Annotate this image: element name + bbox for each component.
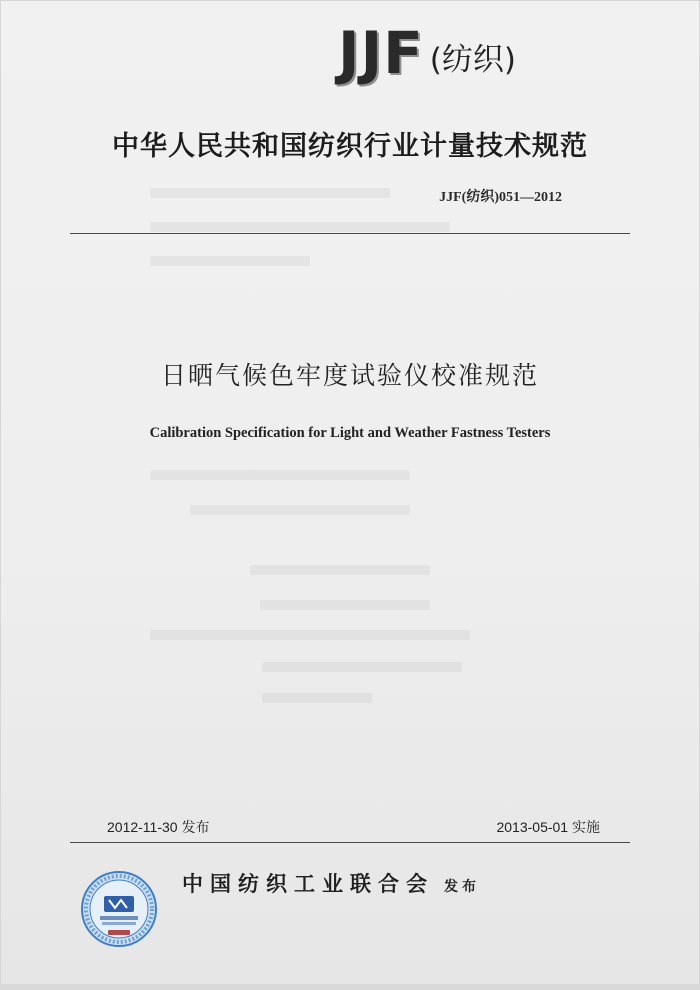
bleed-through-mark: [150, 470, 410, 480]
standard-code: JJF(纺织)051—2012: [439, 190, 562, 205]
bleed-through-mark: [150, 630, 470, 640]
document-title-en: Calibration Specification for Light and Weather Fastness Testers: [149, 425, 551, 441]
bleed-through-mark: [150, 222, 450, 232]
jjf-logo-sub: (纺织): [429, 41, 516, 78]
anti-counterfeit-seal-icon: [80, 870, 158, 948]
issue-date: 2012-11-30 发布: [107, 819, 210, 835]
document-title-zh: 日晒气候色牢度试验仪校准规范: [160, 361, 539, 390]
header-title: 中华人民共和国纺织行业计量技术规范: [112, 131, 588, 162]
header-divider: [70, 233, 630, 234]
bleed-through-mark: [190, 505, 410, 515]
jjf-logo-text: JJF: [338, 19, 424, 87]
standard-logo: [338, 19, 516, 87]
bleed-through-mark: [260, 600, 430, 610]
page-edge: [0, 984, 700, 990]
effective-date: 2013-05-01 实施: [496, 819, 600, 835]
bleed-through-mark: [250, 565, 430, 575]
issuer-action: 发布: [444, 879, 480, 895]
bleed-through-mark: [150, 256, 310, 266]
footer-divider: [70, 842, 630, 843]
bleed-through-mark: [262, 662, 462, 672]
bleed-through-mark: [150, 188, 390, 198]
issuer-block: [182, 868, 480, 898]
bleed-through-mark: [262, 693, 372, 703]
issuer-name: 中国纺织工业联合会: [182, 872, 434, 896]
